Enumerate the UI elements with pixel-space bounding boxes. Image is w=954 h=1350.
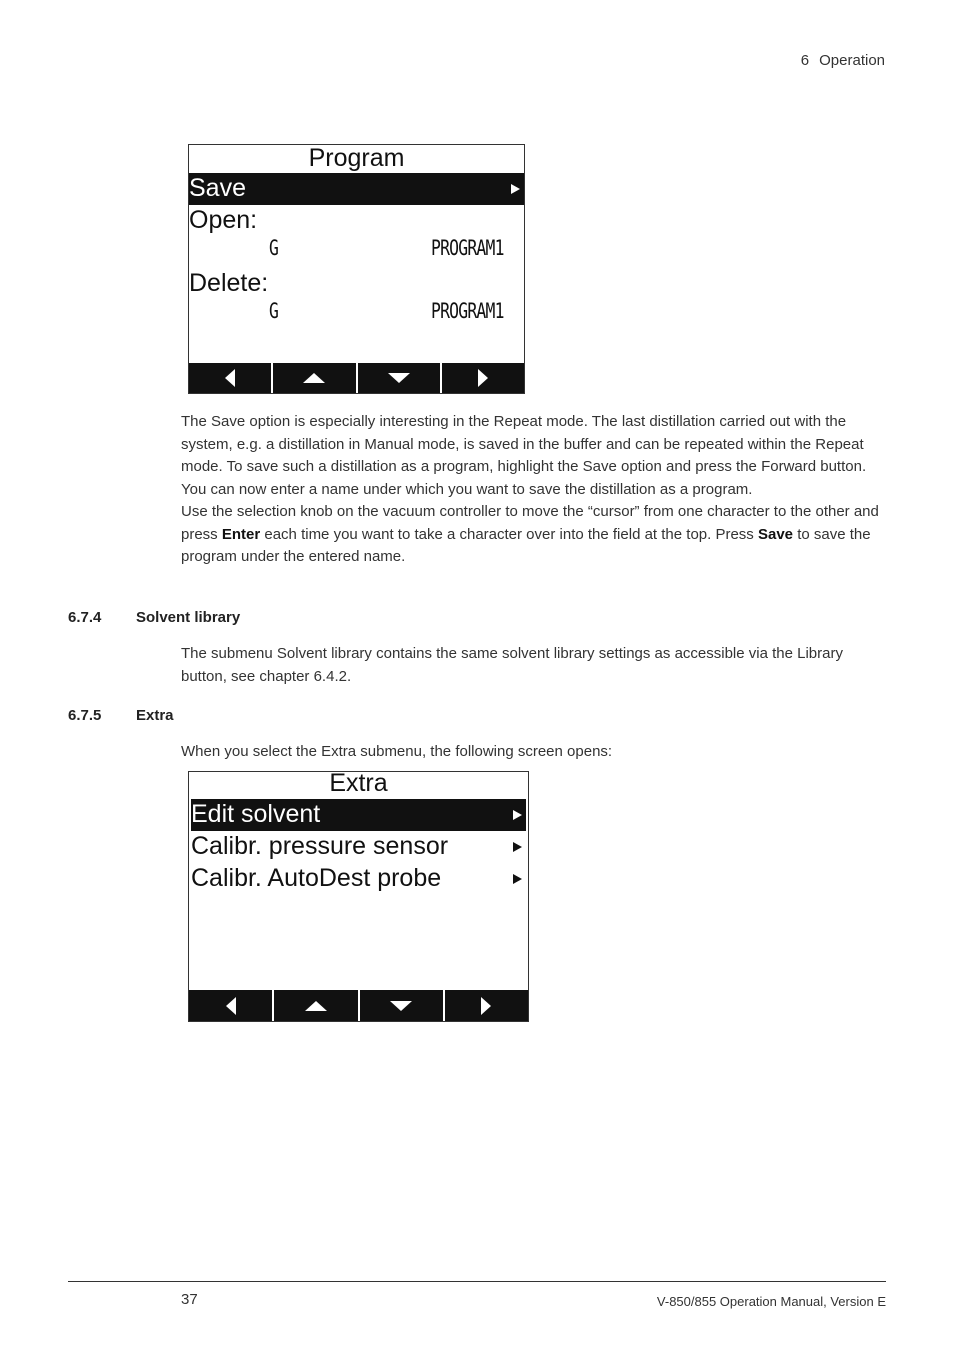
enter-keyword: Enter: [221, 525, 261, 543]
extra-nav-bar: [189, 990, 528, 1021]
save-paragraph-2-part-a: Use the selection knob on the vacuum controller to move the “cursor” from one character to the other and press: [181, 503, 879, 543]
page-number: 37: [181, 1291, 198, 1308]
nav-back-button[interactable]: [189, 363, 273, 393]
section-title-674: Solvent library: [136, 609, 241, 626]
nav-down-button[interactable]: [360, 990, 445, 1021]
nav-forward-button[interactable]: [442, 363, 524, 393]
save-paragraph-2: [181, 501, 886, 569]
nav-up-button[interactable]: [273, 363, 357, 393]
program-nav-bar: [189, 363, 524, 393]
menu-item-delete-label: Delete:: [189, 269, 269, 297]
down-arrow-icon: [388, 373, 410, 383]
chapter-number: 6: [800, 52, 810, 69]
right-arrow-icon: [478, 369, 488, 387]
forward-arrow-icon: [511, 184, 520, 194]
nav-back-button[interactable]: [189, 990, 274, 1021]
save-keyword: Save: [757, 525, 794, 543]
save-description: [181, 411, 886, 569]
footer-divider: [68, 1281, 886, 1282]
delete-program-value: PROGRAM1: [431, 299, 504, 323]
menu-item-open[interactable]: [189, 206, 524, 268]
section-number-674: 6.7.4: [68, 609, 102, 626]
menu-item-calibr-pressure-sensor-label: Calibr. pressure sensor: [191, 832, 449, 860]
up-arrow-icon: [303, 373, 325, 383]
menu-item-delete[interactable]: [189, 269, 524, 331]
save-paragraph-1: The Save option is especially interesting in the Repeat mode. The last distillation carried out with the system, e.g. a distillation in Manual mode, is saved in the buffer and can be repeated within the Repeat mode. To save such a distillation as a program, highlight the Save option and press the Forward button. You can now enter a name under which you want to save the distillation as a program.: [181, 413, 867, 498]
delete-drive-value: G: [269, 299, 279, 323]
nav-up-button[interactable]: [274, 990, 359, 1021]
forward-arrow-icon: [513, 810, 522, 820]
up-arrow-icon: [305, 1001, 327, 1011]
extra-intro-text: When you select the Extra submenu, the following screen opens:: [181, 743, 613, 760]
extra-screen: [188, 771, 529, 1022]
open-program-value: PROGRAM1: [431, 236, 504, 260]
document-title: V-850/855 Operation Manual, Version E: [656, 1294, 886, 1309]
solvent-library-text: The submenu Solvent library contains the same solvent library settings as accessible via the Library button, see chapter 6.4.2.: [181, 645, 843, 685]
left-arrow-icon: [225, 369, 235, 387]
program-screen-title: Program: [308, 144, 405, 172]
nav-down-button[interactable]: [358, 363, 442, 393]
nav-forward-button[interactable]: [445, 990, 528, 1021]
running-header: [760, 52, 885, 69]
menu-item-calibr-autodest-probe-label: Calibr. AutoDest probe: [191, 864, 442, 892]
menu-item-save-label: Save: [189, 174, 246, 202]
menu-item-calibr-pressure-sensor[interactable]: [191, 832, 526, 864]
right-arrow-icon: [481, 997, 491, 1015]
open-drive-value: G: [269, 236, 279, 260]
forward-arrow-icon: [513, 842, 522, 852]
menu-item-edit-solvent[interactable]: [191, 799, 526, 831]
chapter-title: Operation: [819, 52, 885, 69]
save-paragraph-2-part-b: each time you want to take a character over into the field at the top. Press: [260, 525, 758, 543]
menu-item-edit-solvent-label: Edit solvent: [191, 800, 321, 828]
left-arrow-icon: [226, 997, 236, 1015]
program-screen: [188, 144, 525, 394]
down-arrow-icon: [390, 1001, 412, 1011]
forward-arrow-icon: [513, 874, 522, 884]
save-paragraph-2-part-c: to save the program under the entered name.: [181, 525, 871, 565]
section-title-675: Extra: [136, 707, 174, 724]
section-number-675: 6.7.5: [68, 707, 102, 724]
menu-item-save[interactable]: [189, 173, 524, 205]
menu-item-open-label: Open:: [189, 206, 258, 234]
menu-item-calibr-autodest-probe[interactable]: [191, 864, 526, 896]
extra-screen-title: Extra: [329, 771, 388, 797]
